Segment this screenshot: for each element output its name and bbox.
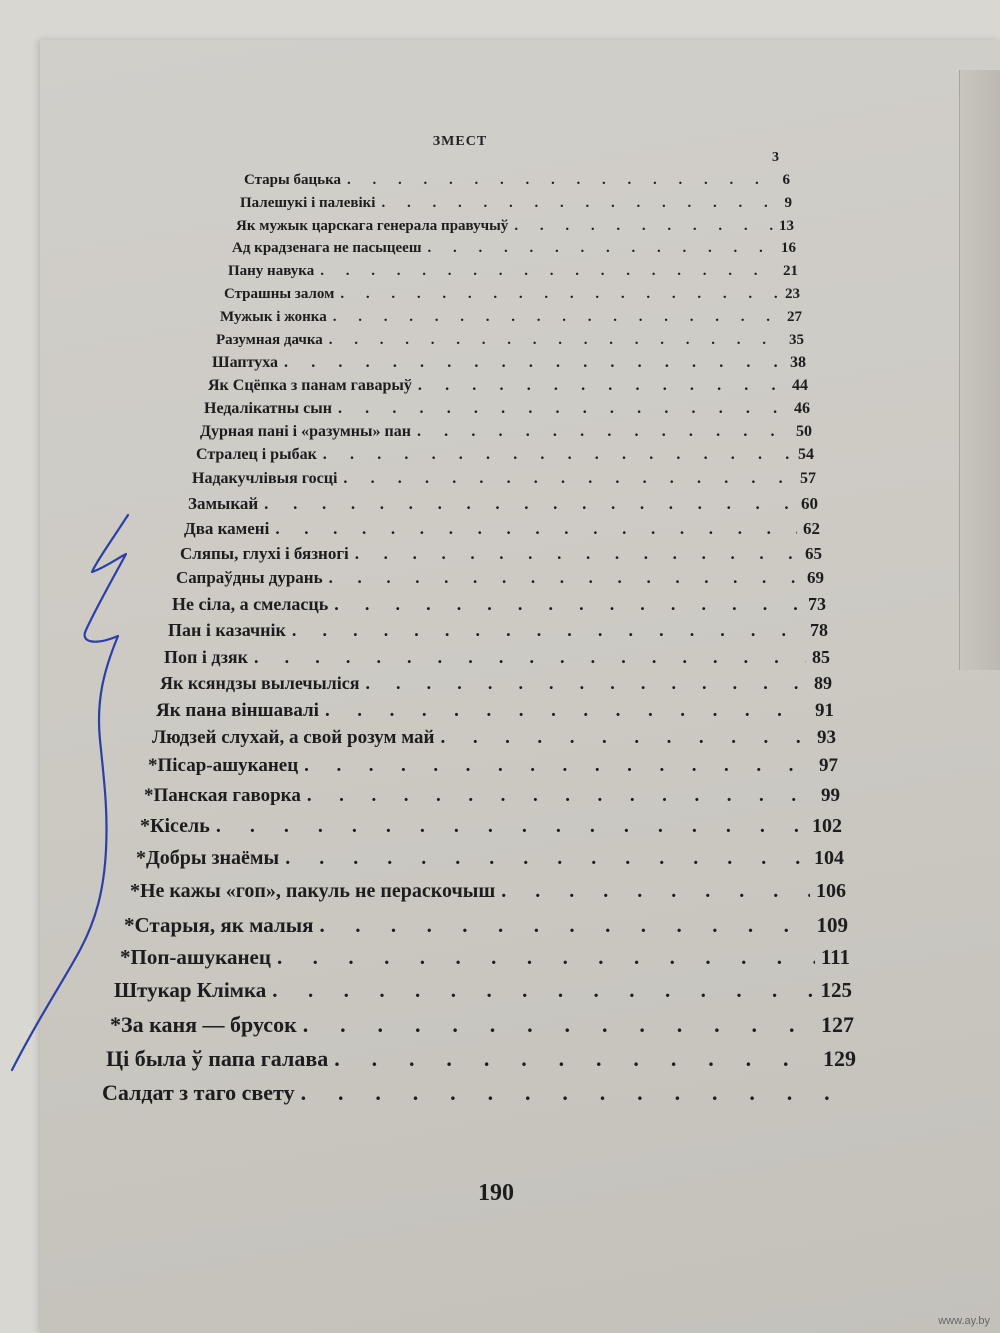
toc-entry-page: 127 [821,1012,854,1037]
toc-entry-title: Поп і дзяк [164,647,249,667]
toc-entry [224,286,800,303]
watermark: www.ay.by [938,1315,990,1327]
toc-leader-dots [355,544,799,564]
handwritten-signature [0,510,150,1080]
toc-entry-page: 91 [815,700,834,721]
toc-entry [208,377,808,395]
toc-entry-page: 50 [796,423,812,440]
toc-entry-page: 102 [812,815,842,837]
toc-entry-title: *За каня — брусок [110,1012,297,1037]
toc-entry-title: Страшны залом [224,286,335,302]
toc-leader-dots [285,847,808,870]
toc-leader-dots [264,494,795,514]
toc-leader-dots [514,218,773,235]
toc-entry-page: 35 [789,332,804,348]
toc-entry-title: Надакучлівыя госці [192,470,338,487]
toc-entry-page: 60 [801,494,818,513]
toc-entry-page: 104 [814,847,844,869]
toc-entry-page: 62 [803,519,820,538]
toc-leader-dots [320,913,811,938]
toc-entry-page: 23 [785,286,800,302]
toc-entry [176,568,824,588]
toc-entry-title: Пану навука [228,263,315,279]
toc-entry [172,594,826,615]
toc-leader-dots [441,727,811,749]
toc-entry-page: 44 [792,377,808,394]
toc-entry [240,195,792,212]
toc-leader-dots [338,400,788,418]
toc-leader-dots [304,755,813,777]
toc-entry [220,309,802,326]
toc-entry [204,400,810,418]
toc-entry-title: Палешукі і палевікі [240,195,376,211]
toc-entry-title: Замыкай [188,494,259,513]
toc-entry-title: Стары бацька [244,172,341,188]
toc-entry-page: 85 [812,647,830,667]
toc-entry-title: *Старыя, як малыя [124,913,314,937]
toc-entry-page: 21 [783,263,798,279]
toc-entry [106,1046,856,1072]
toc-entry [148,755,838,777]
toc-entry [120,945,850,970]
toc-entry-title: Стралец і рыбак [196,446,317,463]
toc-entry-page: 89 [814,673,832,693]
page-title: ЗМЕСТ [432,134,488,149]
toc-entry [152,727,836,749]
toc-entry-title: Сляпы, глухі і бязногі [180,544,349,563]
toc-entry-page: 99 [821,785,840,806]
toc-leader-dots [323,446,792,464]
toc-leader-dots [333,309,781,326]
toc-entry [140,815,842,838]
toc-entry-title: *Пісар-ашуканец [148,755,299,776]
toc-entry [180,544,822,564]
toc-leader-dots [292,620,804,641]
toc-entry-title: Сапраўдны дурань [176,568,323,587]
toc-entry-page: 38 [790,354,806,371]
toc-entry [110,1012,854,1038]
toc-leader-dots [501,880,810,903]
toc-entry [164,647,830,668]
toc-entry-page: 93 [817,727,836,748]
toc-entry [228,263,798,280]
toc-entry [102,1080,858,1106]
toc-entry-title: Не сіла, а смеласць [172,594,329,614]
toc-entry [188,494,818,514]
toc-entry-title: Як мужык царскага генерала правучыў [236,218,509,234]
toc-entry-title: *Панская гаворка [144,785,301,806]
toc-entry [244,172,790,189]
toc-entry [200,423,812,441]
toc-entry-title: *Не кажы «гоп», пакуль не пераскочыш [130,880,496,902]
toc-entry-title: Як Сцёпка з панам гаварыў [208,377,412,394]
toc-entry-title: Ці была ў папа галава [106,1046,329,1071]
toc-entry [130,880,846,903]
toc-leader-dots [365,673,808,694]
page-edge [959,70,1000,670]
toc-leader-dots [340,286,779,303]
toc-entry [192,470,816,488]
toc-leader-dots [347,172,777,189]
toc-leader-dots [301,1080,852,1106]
toc-leader-dots [329,568,801,588]
toc-entry-page: 109 [816,913,848,937]
toc-leader-dots [334,594,802,615]
toc-entry-page: 46 [794,400,810,417]
toc-leader-dots [325,700,809,722]
toc-entry-page: 6 [782,172,790,188]
toc-entry [232,240,796,257]
toc-entry-title: Як пана віншавалі [156,700,319,721]
toc-entry-title: Пан і казачнік [168,620,286,640]
toc-entry [156,700,834,722]
toc-entry-page: 69 [807,568,824,587]
toc-entry-page: 57 [800,470,816,487]
toc-entry-page: 65 [805,544,822,563]
toc-leader-dots [320,263,777,280]
toc-entry [184,519,820,539]
toc-entry-page: 54 [798,446,814,463]
toc-entry-title: Шаптуха [212,354,279,371]
toc-entry-page: 16 [781,240,796,256]
toc-entry-title: Недалікатны сын [204,400,332,417]
toc-entry-page: 129 [823,1046,856,1071]
toc-entry [160,673,832,694]
toc-entry-title: *Поп-ашуканец [120,945,271,969]
toc-entry-title: Штукар Клімка [114,978,267,1002]
toc-entry-page: 111 [820,945,850,969]
toc-leader-dots [417,423,790,441]
page-number: 190 [478,1180,514,1206]
toc-entry-title: Два камені [184,519,270,538]
toc-entry-title: Людзей слухай, а свой розум май [152,727,435,748]
toc-entry-title: Мужык і жонка [220,309,327,325]
toc-leader-dots [254,647,806,668]
toc-leader-dots [381,195,778,212]
toc-entry [212,354,806,372]
toc-leader-dots [275,519,797,539]
toc-entry-page: 73 [808,594,826,614]
toc-entry [236,218,794,235]
toc-entry-title: Як ксяндзы вылечыліся [160,673,360,693]
toc-entry-title: *Добры знаёмы [136,847,280,869]
toc-entry [168,620,828,641]
toc-entry-page: 78 [810,620,828,640]
toc-leader-dots [272,978,814,1003]
toc-entry-title: *Кісель [140,815,210,837]
toc-entry-page: 3 [772,150,779,165]
toc-entry [136,847,844,870]
toc-leader-dots [329,332,783,349]
toc-entry-title: Салдат з таго свету [102,1080,295,1105]
toc-entry [196,446,814,464]
toc-leader-dots [334,1046,817,1072]
toc-entry [216,332,804,349]
toc-entry-page: 27 [787,309,802,325]
toc-entry [760,150,779,166]
toc-entry [124,913,848,938]
toc-leader-dots [277,945,815,970]
toc-entry-title: Ад крадзенага не пасыцееш [232,240,422,256]
toc-leader-dots [428,240,776,257]
toc-entry-title: Дурная пані і «разумны» пан [200,423,411,440]
toc-entry-page: 106 [816,880,846,902]
toc-entry-page: 9 [784,195,792,211]
toc-entry-page: 13 [779,218,794,234]
toc-entry-page: 97 [819,755,838,776]
toc-leader-dots [418,377,786,395]
toc-entry [114,978,852,1003]
toc-entry-title: Разумная дачка [216,332,323,348]
toc-leader-dots [216,815,806,838]
toc-leader-dots [343,470,794,488]
toc-entry-page: 125 [820,978,852,1002]
toc-leader-dots [307,785,815,807]
toc-leader-dots [303,1012,815,1038]
toc-entry [144,785,840,807]
toc-leader-dots [284,354,784,372]
